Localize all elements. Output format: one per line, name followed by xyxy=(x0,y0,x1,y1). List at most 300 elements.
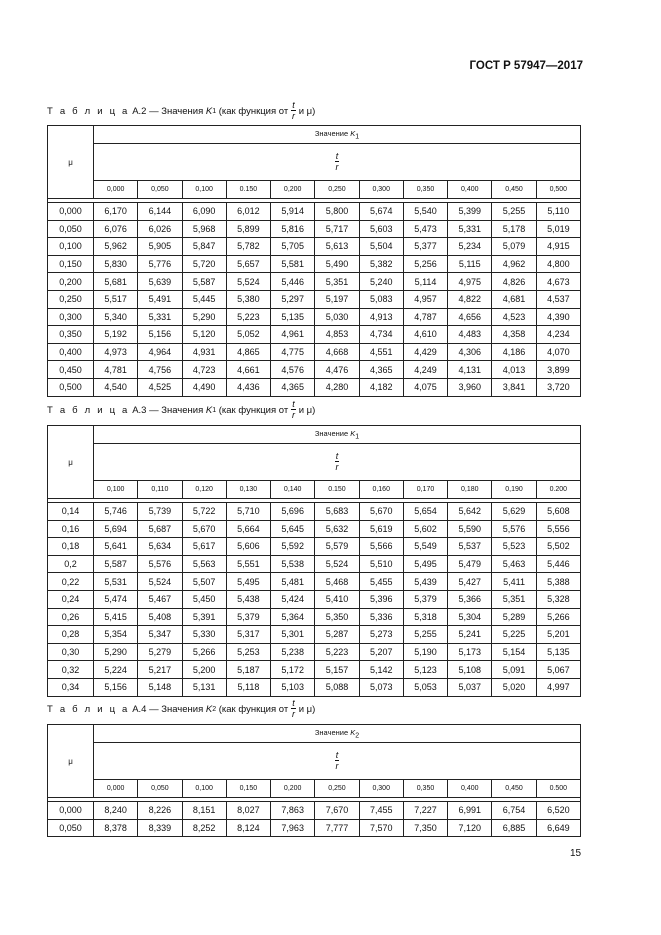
fraction-denominator: r xyxy=(291,410,295,420)
table-cell: 5,382 xyxy=(359,255,403,273)
value-subscript: 1 xyxy=(355,133,360,141)
mu-column-header: μ xyxy=(48,725,94,798)
table-cell: 5,279 xyxy=(138,643,182,661)
value-symbol: K xyxy=(350,428,356,438)
value-group-header xyxy=(94,725,581,743)
table-caption-a2 xyxy=(47,98,315,124)
table-cell: 5,481 xyxy=(271,573,315,591)
table-cell: 4,186 xyxy=(492,343,536,361)
table-cell: 7,227 xyxy=(403,802,447,820)
row-mu-value: 0,250 xyxy=(48,290,94,308)
column-header: 0,150 xyxy=(226,780,270,798)
value-group-header xyxy=(94,426,581,444)
table-cell: 5,079 xyxy=(492,238,536,256)
table-cell: 5,052 xyxy=(226,326,270,344)
table-cell: 5,192 xyxy=(94,326,138,344)
table-cell: 5,674 xyxy=(359,203,403,221)
table-cell: 5,694 xyxy=(94,520,138,538)
table-cell: 5,467 xyxy=(138,590,182,608)
table-cell: 5,273 xyxy=(359,626,403,644)
column-header: 0.150 xyxy=(226,181,270,199)
table-cell: 5,800 xyxy=(315,203,359,221)
table-row xyxy=(48,308,581,326)
table-cell: 4,787 xyxy=(403,308,447,326)
header-fraction xyxy=(335,452,340,472)
table-cell: 5,108 xyxy=(448,661,492,679)
table-cell: 5,350 xyxy=(315,608,359,626)
table-cell: 5,491 xyxy=(138,290,182,308)
table-cell: 5,455 xyxy=(359,573,403,591)
caption-prefix: Т а б л и ц а xyxy=(47,404,130,416)
table-caption-a3 xyxy=(47,397,315,423)
table-cell: 5,576 xyxy=(138,555,182,573)
table-cell: 5,523 xyxy=(492,538,536,556)
table-cell: 5,746 xyxy=(94,503,138,521)
table-cell: 5,297 xyxy=(271,290,315,308)
table-cell: 5,720 xyxy=(182,255,226,273)
table-cell: 6,090 xyxy=(182,203,226,221)
table-cell: 4,365 xyxy=(359,361,403,379)
table-cell: 5,190 xyxy=(403,643,447,661)
table-cell: 5,590 xyxy=(448,520,492,538)
table-row xyxy=(48,378,581,396)
column-header: 0,350 xyxy=(403,181,447,199)
table-cell: 5,173 xyxy=(448,643,492,661)
table-cell: 4,436 xyxy=(226,378,270,396)
table-cell: 5,968 xyxy=(182,220,226,238)
row-mu-value: 0,000 xyxy=(48,802,94,820)
row-mu-value: 0,30 xyxy=(48,643,94,661)
table-cell: 4,915 xyxy=(536,238,580,256)
column-header: 0,350 xyxy=(403,780,447,798)
table-cell: 5,683 xyxy=(315,503,359,521)
table-row xyxy=(48,290,581,308)
table-cell: 5,331 xyxy=(448,220,492,238)
table-cell: 5,318 xyxy=(403,608,447,626)
table-cell: 8,339 xyxy=(138,819,182,837)
table-cell: 5,608 xyxy=(536,503,580,521)
table-cell: 8,027 xyxy=(226,802,270,820)
fraction-denominator: r xyxy=(335,162,339,172)
table-cell: 5,531 xyxy=(94,573,138,591)
data-table-a3 xyxy=(47,425,581,697)
table-cell: 6,991 xyxy=(448,802,492,820)
fraction-numerator: t xyxy=(335,750,339,760)
caption-id: А.4 — Значения xyxy=(132,703,204,715)
row-mu-value: 0,28 xyxy=(48,626,94,644)
column-header: 0.500 xyxy=(536,780,580,798)
document-header: ГОСТ Р 57947—2017 xyxy=(469,60,583,72)
table-cell: 4,365 xyxy=(271,378,315,396)
table-cell: 4,913 xyxy=(359,308,403,326)
table-cell: 5,581 xyxy=(271,255,315,273)
table-cell: 5,613 xyxy=(315,238,359,256)
table-cell: 6,076 xyxy=(94,220,138,238)
table-cell: 8,378 xyxy=(94,819,138,837)
table-cell: 4,476 xyxy=(315,361,359,379)
value-label: Значение xyxy=(314,428,349,438)
table-cell: 5,290 xyxy=(94,643,138,661)
table-cell: 5,336 xyxy=(359,608,403,626)
table-cell: 5,905 xyxy=(138,238,182,256)
row-mu-value: 0,100 xyxy=(48,238,94,256)
header-fraction xyxy=(335,751,340,771)
table-cell: 5,223 xyxy=(315,643,359,661)
column-header: 0,250 xyxy=(315,181,359,199)
table-cell: 4,756 xyxy=(138,361,182,379)
table-cell: 4,610 xyxy=(403,326,447,344)
table-cell: 5,118 xyxy=(226,678,270,696)
column-header: 0,130 xyxy=(226,481,270,499)
table-cell: 5,317 xyxy=(226,626,270,644)
table-cell: 6,026 xyxy=(138,220,182,238)
table-cell: 6,144 xyxy=(138,203,182,221)
table-row xyxy=(48,802,581,820)
table-cell: 5,899 xyxy=(226,220,270,238)
table-cell: 5,067 xyxy=(536,661,580,679)
table-cell: 4,182 xyxy=(359,378,403,396)
table-row xyxy=(48,520,581,538)
caption-prefix: Т а б л и ц а xyxy=(47,703,130,715)
data-table-a4 xyxy=(47,724,581,837)
table-cell: 5,463 xyxy=(492,555,536,573)
table-cell: 7,670 xyxy=(315,802,359,820)
row-mu-value: 0,450 xyxy=(48,361,94,379)
table-cell: 4,681 xyxy=(492,290,536,308)
table-cell: 5,687 xyxy=(138,520,182,538)
table-cell: 5,030 xyxy=(315,308,359,326)
table-cell: 4,673 xyxy=(536,273,580,291)
table-cell: 5,495 xyxy=(403,555,447,573)
table-cell: 5,156 xyxy=(94,678,138,696)
column-header: 0,300 xyxy=(359,181,403,199)
table-cell: 4,523 xyxy=(492,308,536,326)
column-header: 0.150 xyxy=(315,481,359,499)
table-cell: 4,390 xyxy=(536,308,580,326)
table-cell: 4,961 xyxy=(271,326,315,344)
table-cell: 4,723 xyxy=(182,361,226,379)
fraction-denominator: r xyxy=(291,709,295,719)
table-cell: 5,172 xyxy=(271,661,315,679)
table-cell: 7,120 xyxy=(448,819,492,837)
table-cell: 4,781 xyxy=(94,361,138,379)
table-cell: 8,226 xyxy=(138,802,182,820)
row-mu-value: 0,400 xyxy=(48,343,94,361)
column-header: 0,400 xyxy=(448,780,492,798)
table-cell: 5,207 xyxy=(359,643,403,661)
table-cell: 8,124 xyxy=(226,819,270,837)
table-cell: 5,187 xyxy=(226,661,270,679)
table-cell: 5,304 xyxy=(448,608,492,626)
table-cell: 5,629 xyxy=(492,503,536,521)
table-cell: 5,507 xyxy=(182,573,226,591)
value-label: Значение xyxy=(314,727,349,737)
table-cell: 6,520 xyxy=(536,802,580,820)
table-cell: 3,720 xyxy=(536,378,580,396)
table-cell: 3,841 xyxy=(492,378,536,396)
fraction-header xyxy=(94,144,581,181)
table-cell: 5,847 xyxy=(182,238,226,256)
fraction-header xyxy=(94,444,581,481)
table-cell: 4,975 xyxy=(448,273,492,291)
fraction-header xyxy=(94,743,581,780)
fraction-numerator: t xyxy=(292,698,295,708)
fraction-denominator: r xyxy=(335,462,339,472)
table-cell: 4,249 xyxy=(403,361,447,379)
fraction-numerator: t xyxy=(335,451,339,461)
column-header: 0,450 xyxy=(492,780,536,798)
table-cell: 5,253 xyxy=(226,643,270,661)
table-cell: 5,289 xyxy=(492,608,536,626)
table-cell: 5,479 xyxy=(448,555,492,573)
table-cell: 5,388 xyxy=(536,573,580,591)
row-mu-value: 0,34 xyxy=(48,678,94,696)
table-cell: 5,019 xyxy=(536,220,580,238)
table-cell: 5,705 xyxy=(271,238,315,256)
caption-end: и μ) xyxy=(298,105,316,117)
column-header: 0,100 xyxy=(94,481,138,499)
row-mu-value: 0,050 xyxy=(48,220,94,238)
caption-end: и μ) xyxy=(298,404,316,416)
table-cell: 5,399 xyxy=(448,203,492,221)
table-cell: 5,830 xyxy=(94,255,138,273)
table-cell: 5,617 xyxy=(182,538,226,556)
column-header: 0,250 xyxy=(315,780,359,798)
table-cell: 5,396 xyxy=(359,590,403,608)
table-cell: 4,070 xyxy=(536,343,580,361)
caption-fraction xyxy=(291,699,296,719)
caption-subscript: 2 xyxy=(212,705,217,713)
table-cell: 5,502 xyxy=(536,538,580,556)
table-cell: 5,135 xyxy=(536,643,580,661)
table-cell: 5,722 xyxy=(182,503,226,521)
table-cell: 5,645 xyxy=(271,520,315,538)
table-cell: 4,775 xyxy=(271,343,315,361)
table-cell: 5,696 xyxy=(271,503,315,521)
value-subscript: 1 xyxy=(355,433,360,441)
table-cell: 5,587 xyxy=(94,555,138,573)
table-cell: 5,438 xyxy=(226,590,270,608)
table-cell: 7,863 xyxy=(271,802,315,820)
table-cell: 5,710 xyxy=(226,503,270,521)
table-cell: 4,013 xyxy=(492,361,536,379)
table-cell: 5,142 xyxy=(359,661,403,679)
row-mu-value: 0,14 xyxy=(48,503,94,521)
table-row xyxy=(48,255,581,273)
table-row xyxy=(48,661,581,679)
table-cell: 5,415 xyxy=(94,608,138,626)
table-cell: 5,331 xyxy=(138,308,182,326)
table-cell: 5,256 xyxy=(403,255,447,273)
table-row xyxy=(48,819,581,837)
table-row xyxy=(48,608,581,626)
table-cell: 5,495 xyxy=(226,573,270,591)
table-cell: 5,351 xyxy=(315,273,359,291)
value-symbol: K xyxy=(350,128,356,138)
table-cell: 5,131 xyxy=(182,678,226,696)
table-cell: 5,782 xyxy=(226,238,270,256)
row-mu-value: 0,16 xyxy=(48,520,94,538)
table-cell: 5,619 xyxy=(359,520,403,538)
row-mu-value: 0,22 xyxy=(48,573,94,591)
column-header: 0,500 xyxy=(536,181,580,199)
table-cell: 5,587 xyxy=(182,273,226,291)
table-row xyxy=(48,203,581,221)
table-cell: 5,266 xyxy=(536,608,580,626)
table-cell: 5,377 xyxy=(403,238,447,256)
table-cell: 5,266 xyxy=(182,643,226,661)
table-cell: 5,225 xyxy=(492,626,536,644)
fraction-denominator: r xyxy=(335,761,339,771)
table-cell: 5,517 xyxy=(94,290,138,308)
table-cell: 5,364 xyxy=(271,608,315,626)
table-cell: 5,156 xyxy=(138,326,182,344)
column-header: 0,110 xyxy=(138,481,182,499)
table-cell: 4,551 xyxy=(359,343,403,361)
table-cell: 4,997 xyxy=(536,678,580,696)
table-cell: 5,083 xyxy=(359,290,403,308)
table-cell: 5,537 xyxy=(448,538,492,556)
table-cell: 5,328 xyxy=(536,590,580,608)
table-cell: 5,351 xyxy=(492,590,536,608)
table-cell: 3,899 xyxy=(536,361,580,379)
value-group-header xyxy=(94,126,581,144)
table-cell: 4,957 xyxy=(403,290,447,308)
table-cell: 5,654 xyxy=(403,503,447,521)
table-cell: 6,649 xyxy=(536,819,580,837)
table-cell: 5,473 xyxy=(403,220,447,238)
table-cell: 5,255 xyxy=(492,203,536,221)
caption-symbol: K xyxy=(205,404,213,416)
table-cell: 5,103 xyxy=(271,678,315,696)
column-header: 0,180 xyxy=(448,481,492,499)
table-cell: 5,538 xyxy=(271,555,315,573)
fraction-numerator: t xyxy=(292,100,295,110)
table-cell: 5,551 xyxy=(226,555,270,573)
table-cell: 5,490 xyxy=(315,255,359,273)
table-cell: 8,240 xyxy=(94,802,138,820)
table-cell: 5,217 xyxy=(138,661,182,679)
table-cell: 5,148 xyxy=(138,678,182,696)
table-cell: 5,681 xyxy=(94,273,138,291)
table-cell: 4,973 xyxy=(94,343,138,361)
table-cell: 4,429 xyxy=(403,343,447,361)
table-cell: 5,634 xyxy=(138,538,182,556)
table-cell: 5,340 xyxy=(94,308,138,326)
table-cell: 5,073 xyxy=(359,678,403,696)
table-cell: 5,154 xyxy=(492,643,536,661)
table-cell: 5,424 xyxy=(271,590,315,608)
table-cell: 4,865 xyxy=(226,343,270,361)
table-cell: 5,391 xyxy=(182,608,226,626)
table-cell: 5,445 xyxy=(182,290,226,308)
table-cell: 4,964 xyxy=(138,343,182,361)
table-cell: 5,120 xyxy=(182,326,226,344)
table-caption-a4 xyxy=(47,696,315,722)
row-mu-value: 0,24 xyxy=(48,590,94,608)
table-cell: 5,255 xyxy=(403,626,447,644)
table-cell: 7,455 xyxy=(359,802,403,820)
table-cell: 4,234 xyxy=(536,326,580,344)
table-row xyxy=(48,238,581,256)
table-cell: 5,197 xyxy=(315,290,359,308)
row-mu-value: 0,350 xyxy=(48,326,94,344)
table-cell: 4,306 xyxy=(448,343,492,361)
column-header: 0,120 xyxy=(182,481,226,499)
table-cell: 5,241 xyxy=(448,626,492,644)
table-cell: 5,776 xyxy=(138,255,182,273)
table-cell: 5,366 xyxy=(448,590,492,608)
table-cell: 4,483 xyxy=(448,326,492,344)
table-cell: 6,885 xyxy=(492,819,536,837)
table-cell: 6,170 xyxy=(94,203,138,221)
column-header: 0,450 xyxy=(492,181,536,199)
table-cell: 5,642 xyxy=(448,503,492,521)
table-cell: 4,800 xyxy=(536,255,580,273)
table-cell: 4,962 xyxy=(492,255,536,273)
table-cell: 5,091 xyxy=(492,661,536,679)
table-cell: 4,131 xyxy=(448,361,492,379)
table-cell: 4,525 xyxy=(138,378,182,396)
table-cell: 5,504 xyxy=(359,238,403,256)
table-cell: 5,123 xyxy=(403,661,447,679)
column-header: 0,050 xyxy=(138,181,182,199)
column-header: 0,000 xyxy=(94,181,138,199)
table-cell: 5,088 xyxy=(315,678,359,696)
table-cell: 5,410 xyxy=(315,590,359,608)
row-mu-value: 0,000 xyxy=(48,203,94,221)
table-cell: 5,135 xyxy=(271,308,315,326)
table-cell: 4,656 xyxy=(448,308,492,326)
table-cell: 5,474 xyxy=(94,590,138,608)
table-cell: 5,110 xyxy=(536,203,580,221)
table-cell: 5,717 xyxy=(315,220,359,238)
table-cell: 5,657 xyxy=(226,255,270,273)
table-cell: 5,510 xyxy=(359,555,403,573)
caption-prefix: Т а б л и ц а xyxy=(47,105,130,117)
table-cell: 5,354 xyxy=(94,626,138,644)
row-mu-value: 0,26 xyxy=(48,608,94,626)
table-cell: 5,347 xyxy=(138,626,182,644)
table-row xyxy=(48,555,581,573)
row-mu-value: 0,150 xyxy=(48,255,94,273)
table-row xyxy=(48,343,581,361)
table-cell: 5,290 xyxy=(182,308,226,326)
table-cell: 5,234 xyxy=(448,238,492,256)
caption-mid: (как функция от xyxy=(218,105,289,117)
table-cell: 7,570 xyxy=(359,819,403,837)
table-cell: 5,670 xyxy=(182,520,226,538)
table-cell: 4,537 xyxy=(536,290,580,308)
table-cell: 4,853 xyxy=(315,326,359,344)
fraction-denominator: r xyxy=(291,111,295,121)
table-cell: 5,556 xyxy=(536,520,580,538)
column-header: 0,300 xyxy=(359,780,403,798)
table-cell: 5,603 xyxy=(359,220,403,238)
table-cell: 8,252 xyxy=(182,819,226,837)
row-mu-value: 0,050 xyxy=(48,819,94,837)
table-cell: 5,549 xyxy=(403,538,447,556)
table-cell: 5,020 xyxy=(492,678,536,696)
table-cell: 4,826 xyxy=(492,273,536,291)
table-cell: 5,053 xyxy=(403,678,447,696)
table-cell: 5,408 xyxy=(138,608,182,626)
table-row xyxy=(48,326,581,344)
table-cell: 5,379 xyxy=(226,608,270,626)
table-cell: 6,754 xyxy=(492,802,536,820)
column-header: 0,100 xyxy=(182,780,226,798)
caption-symbol: K xyxy=(205,703,213,715)
